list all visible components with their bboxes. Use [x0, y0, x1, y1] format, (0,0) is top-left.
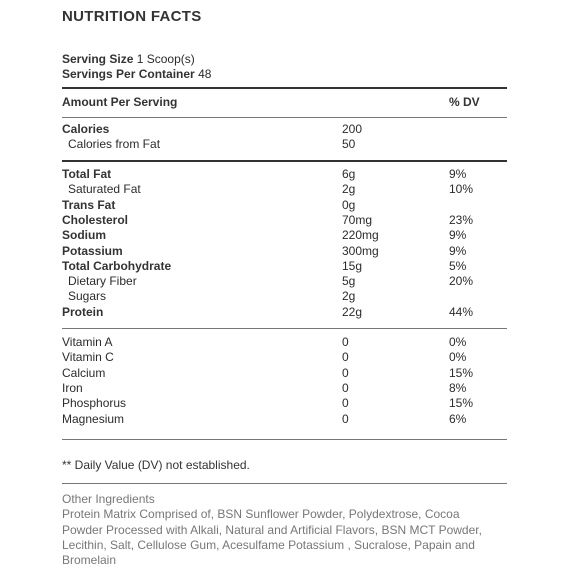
nutrient-amount: 300mg [342, 243, 379, 258]
nutrient-name: Potassium [62, 243, 123, 258]
other-ingredients [62, 492, 502, 568]
servings-per-container [62, 67, 211, 82]
nutrient-dv: 0% [449, 335, 467, 349]
nutrient-amount: 0 [342, 365, 349, 380]
nutrient-name: Protein [62, 304, 104, 319]
divider-thick-top [62, 87, 507, 89]
nutrient-name: Trans Fat [62, 197, 116, 212]
servings-per-container-label: Servings Per Container [62, 67, 195, 81]
nutrient-amount: 22g [342, 304, 363, 319]
nutrient-row [0, 412, 575, 427]
nutrient-row [0, 198, 575, 213]
serving-size-value: 1 Scoop(s) [136, 52, 195, 66]
nutrient-amount: 0g [342, 197, 356, 212]
nutrient-row [0, 244, 575, 259]
nutrient-amount: 0 [342, 411, 349, 426]
nutrient-amount: 50 [342, 137, 356, 152]
nutrient-dv: 15% [449, 365, 474, 380]
nutrient-row [0, 213, 575, 228]
serving-info [62, 52, 211, 82]
nutrient-amount: 0 [342, 396, 349, 411]
nutrient-row [0, 122, 575, 137]
nutrient-row [0, 137, 575, 152]
nutrient-dv: 6% [449, 411, 467, 426]
nutrient-name: Calcium [62, 365, 106, 380]
nutrient-row [0, 305, 575, 320]
nutrient-amount: 5g [342, 274, 356, 289]
nutrient-dv: 9% [449, 167, 467, 181]
nutrient-name: Vitamin A [62, 335, 113, 349]
nutrient-row [0, 335, 575, 350]
nutrient-row [0, 350, 575, 365]
servings-per-container-value: 48 [198, 67, 212, 81]
nutrient-dv: 15% [449, 396, 474, 411]
nutrient-dv: 5% [449, 258, 467, 273]
nutrient-dv: 0% [449, 350, 467, 365]
divider-calories [62, 160, 507, 162]
nutrient-name: Total Carbohydrate [62, 258, 172, 273]
daily-value-footnote: ** Daily Value (DV) not established. [62, 458, 250, 472]
divider-nutrients [62, 328, 507, 329]
nutrient-name: Calories [62, 122, 110, 136]
nutrient-row [0, 167, 575, 182]
nutrient-amount: 0 [342, 335, 349, 349]
nutrient-amount: 70mg [342, 212, 373, 227]
nutrient-row [0, 259, 575, 274]
nutrient-amount: 6g [342, 167, 356, 181]
nutrient-row [0, 182, 575, 197]
nutrient-row [0, 396, 575, 411]
divider-footnote [62, 483, 507, 484]
nutrient-row [0, 274, 575, 289]
nutrient-amount: 200 [342, 122, 363, 136]
nutrient-name: Magnesium [62, 411, 125, 426]
nutrient-dv: 20% [449, 274, 474, 289]
divider-vitamins [62, 439, 507, 440]
nutrient-row [0, 381, 575, 396]
nutrient-name: Cholesterol [62, 212, 129, 227]
page-title: NUTRITION FACTS [62, 8, 202, 25]
nutrient-dv: 8% [449, 380, 467, 395]
nutrient-name: Sugars [68, 289, 107, 304]
nutrient-row [0, 228, 575, 243]
nutrient-name: Calories from Fat [68, 137, 161, 152]
nutrient-dv: 9% [449, 228, 467, 243]
nutrient-name: Sodium [62, 228, 106, 243]
nutrient-dv: 9% [449, 243, 467, 258]
nutrient-name: Iron [62, 380, 83, 395]
nutrient-name: Vitamin C [62, 350, 114, 365]
nutrient-dv: 44% [449, 304, 474, 319]
percent-dv-header: % DV [449, 95, 480, 109]
nutrient-name: Total Fat [62, 167, 112, 181]
nutrient-name: Dietary Fiber [68, 274, 137, 289]
nutrient-amount: 220mg [342, 228, 379, 243]
ingredients-heading: Other Ingredients [62, 492, 155, 506]
nutrient-name: Saturated Fat [68, 182, 141, 197]
serving-size [62, 52, 211, 67]
nutrient-amount: 2g [342, 289, 356, 304]
nutrient-dv: 23% [449, 212, 474, 227]
nutrient-amount: 2g [342, 182, 356, 197]
ingredients-text: Protein Matrix Comprised of, BSN Sunflower Powder, Polydextrose, Cocoa Powder Processed with Alkali, Natural and Artificial Flavors, BSN MCT Powder, Lecithin, Salt, Cellulose Gum, Acesulfame Potassium , Sucralose, Papain and Bromelain [62, 507, 482, 568]
nutrient-dv: 10% [449, 182, 474, 197]
serving-size-label: Serving Size [62, 52, 134, 66]
divider-header [62, 117, 507, 118]
nutrient-row [0, 289, 575, 304]
nutrient-row [0, 366, 575, 381]
nutrient-amount: 15g [342, 258, 363, 273]
nutrient-name: Phosphorus [62, 396, 127, 411]
amount-per-serving-header: Amount Per Serving [62, 95, 178, 109]
table-header [0, 95, 575, 110]
nutrient-amount: 0 [342, 350, 349, 365]
nutrient-amount: 0 [342, 380, 349, 395]
